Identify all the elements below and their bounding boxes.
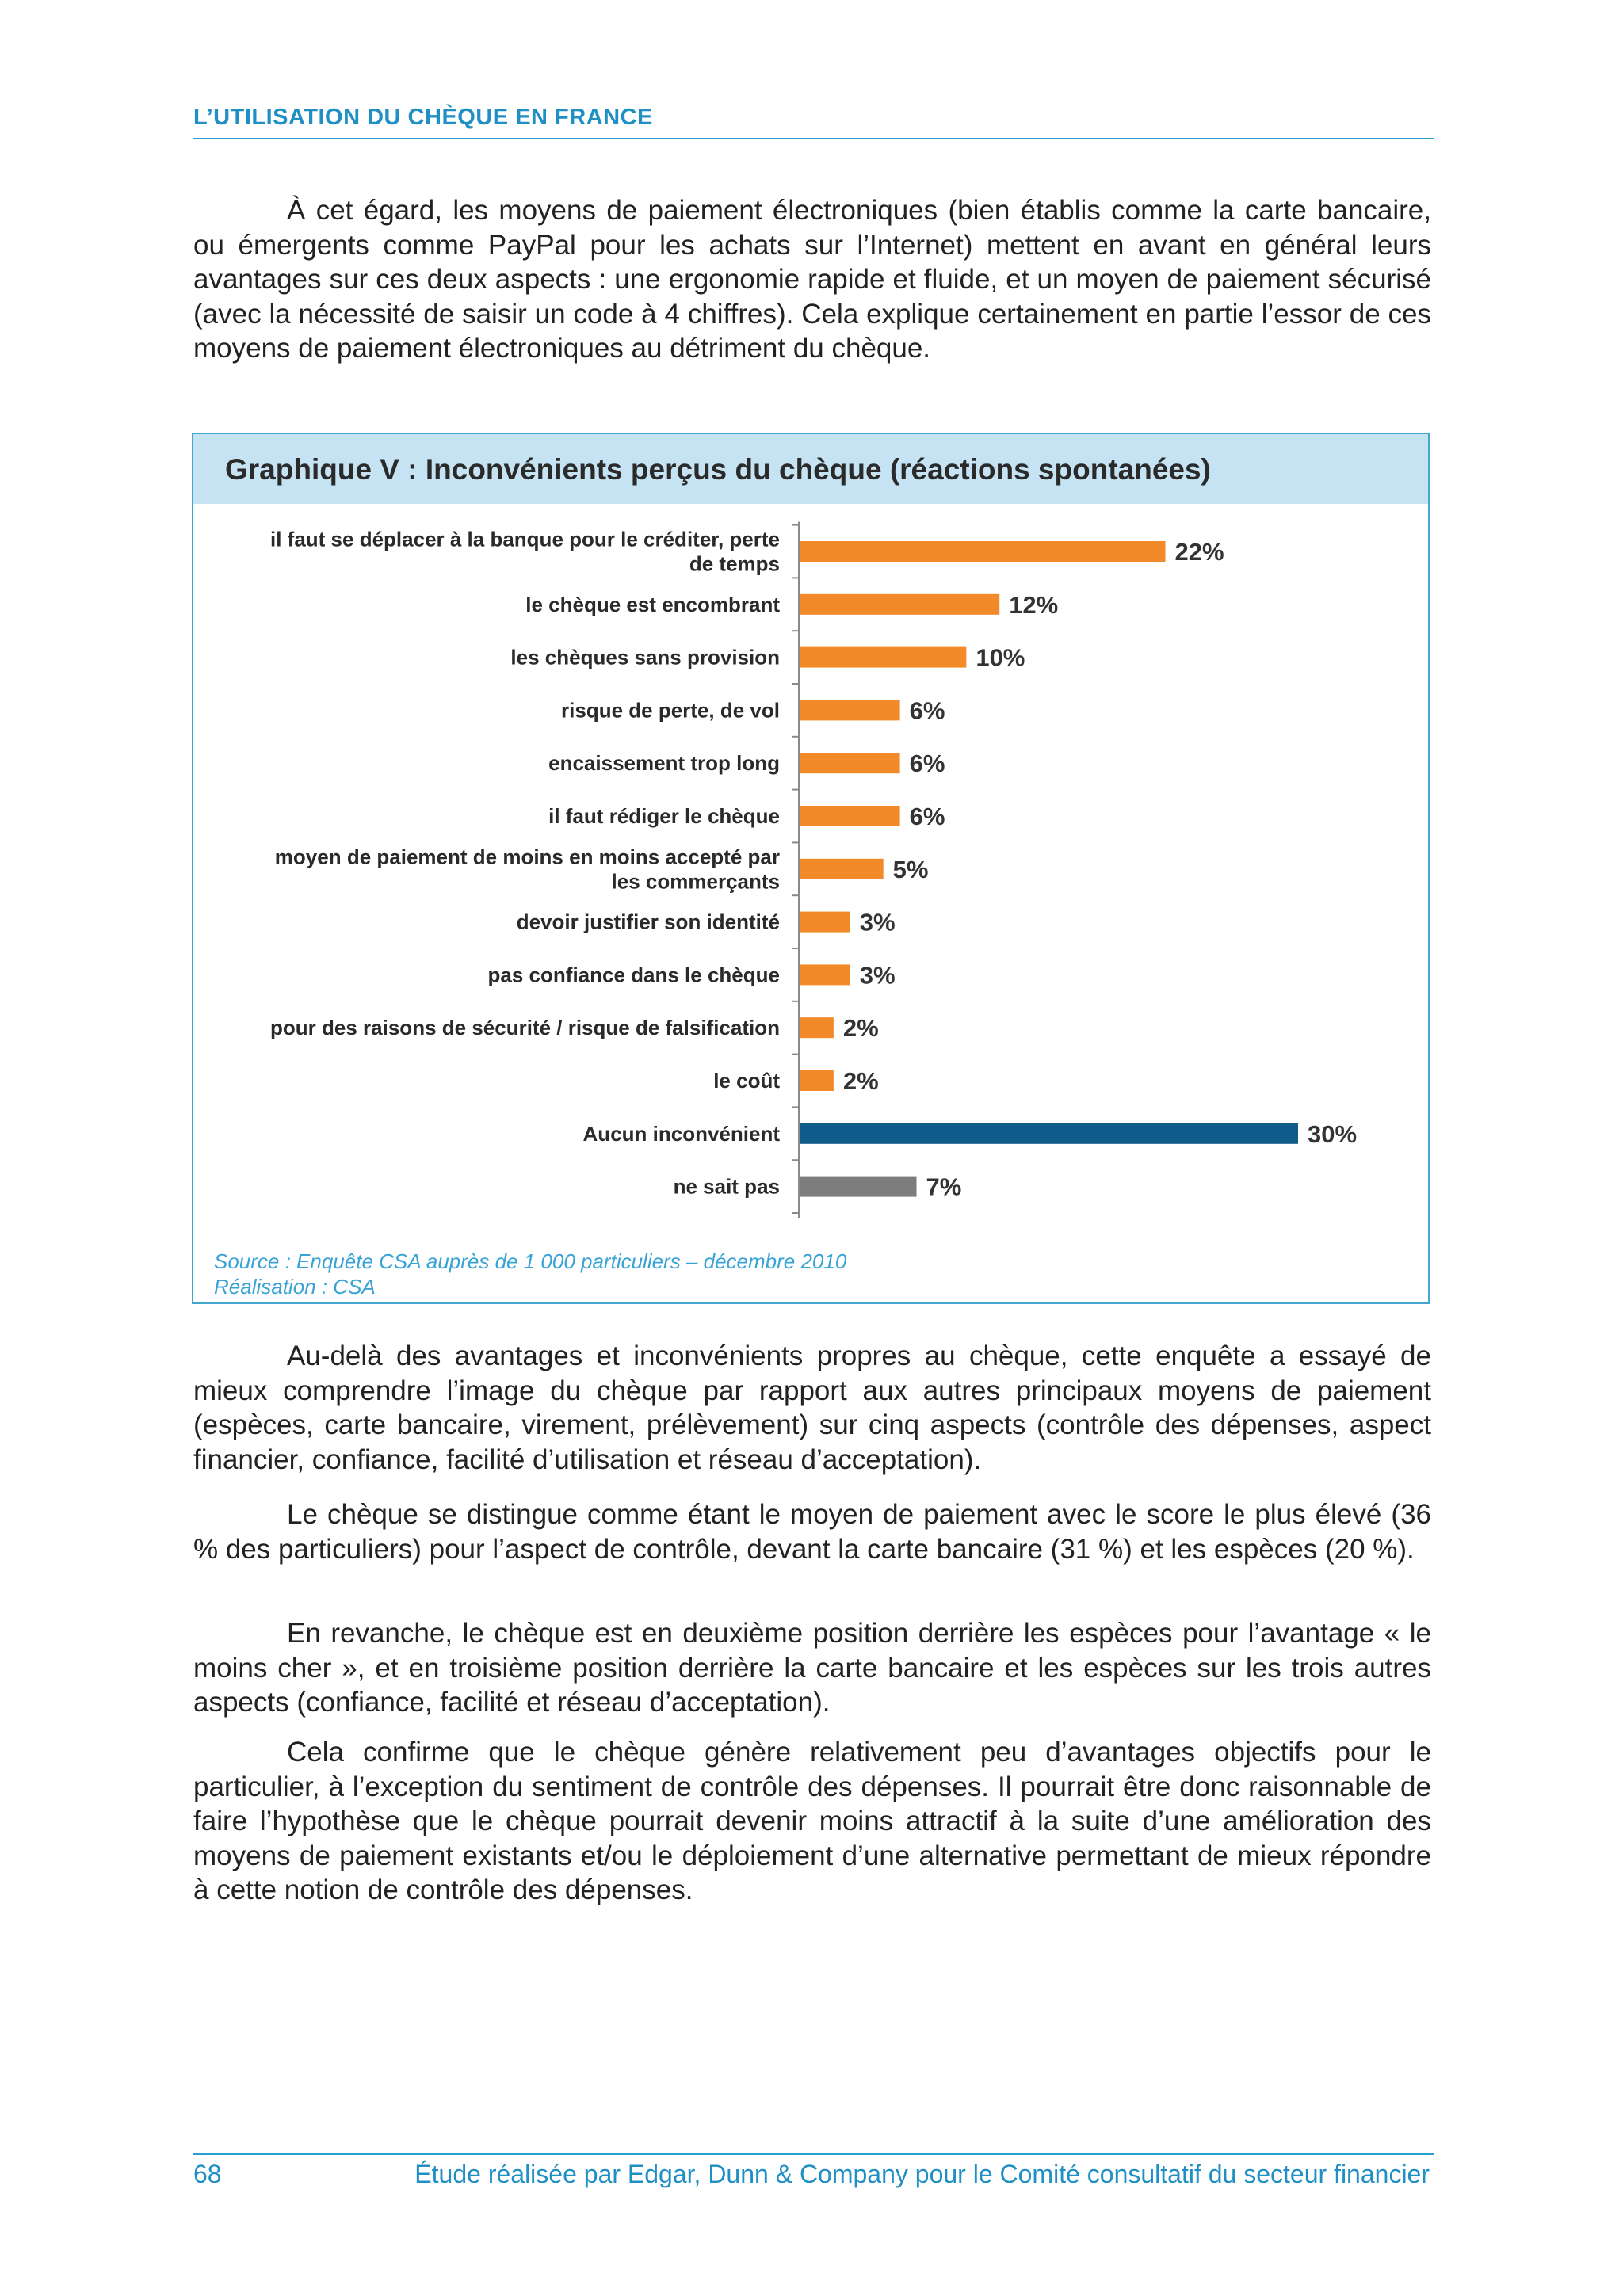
paragraph-2: Au-delà des avantages et inconvénients propres au chèque, cette enquête a essayé de mieux comprendre l’image du chèque par rapport aux autres principaux moyens de paiement (espèces, carte bancaire, virement, prélèvement) sur cinq aspects (contrôle des dépenses, aspect financier, confiance, facilité d’utilisation et réseau d’acceptation).: [193, 1341, 1431, 1475]
bar: [800, 1123, 1298, 1144]
bar: [800, 964, 850, 985]
chart-source: [214, 1249, 846, 1299]
category-label: Aucun inconvénient: [582, 1121, 780, 1146]
category-label: encaissement trop long: [548, 751, 780, 776]
category-label: il faut rédiger le chèque: [548, 804, 780, 828]
paragraph-4: En revanche, le chèque est en deuxième position derrière les espèces pour l’avantage « le moins cher », et en troisième position derrière la carte bancaire et les espèces sur les trois autres aspects (confiance, facilité et réseau d’acceptation).: [193, 1618, 1431, 1718]
footer-credit: Étude réalisée par Edgar, Dunn & Company pour le Comité consultatif du secteur financier: [414, 2160, 1430, 2188]
bar: [800, 700, 900, 720]
category-label: de temps: [689, 551, 780, 576]
bar: [800, 594, 999, 615]
bar: [800, 1177, 917, 1197]
bar: [800, 912, 850, 933]
bar-value-label: 30%: [1308, 1119, 1358, 1148]
bar-chart: [193, 434, 1428, 1302]
bar-value-label: 10%: [976, 643, 1025, 672]
chart-title: Graphique V : Inconvénients perçus du chèque (réactions spontanées): [225, 453, 1211, 486]
bar-value-label: 3%: [859, 908, 896, 936]
bar-value-label: 2%: [842, 1014, 879, 1043]
chart-credit-line: Réalisation : CSA: [214, 1275, 376, 1299]
category-label: les chèques sans provision: [510, 645, 780, 669]
paragraph-5: Cela confirme que le chèque génère relativement peu d’avantages objectifs pour le particulier, à l’exception du sentiment de contrôle des dépenses. Il pourrait être donc raisonnable de faire l’hypothèse que le chèque pourrait devenir moins attractif à la suite d’une amélioration des moyens de paiement existants et/ou le déploiement d’une alternative permettant de mieux répondre à cette notion de contrôle des dépenses.: [193, 1737, 1431, 1905]
category-label: devoir justifier son identité: [516, 910, 780, 934]
category-label: il faut se déplacer à la banque pour le créditer, perte: [270, 527, 780, 551]
bar-value-label: 3%: [859, 961, 896, 990]
category-label: le coût: [713, 1069, 780, 1093]
bar-value-label: 2%: [842, 1067, 879, 1095]
document-section-title: L’UTILISATION DU CHÈQUE EN FRANCE: [193, 105, 653, 130]
bar: [800, 541, 1166, 562]
bar-value-label: 6%: [909, 803, 945, 830]
category-label: pas confiance dans le chèque: [487, 963, 780, 987]
category-label: les commerçants: [611, 869, 780, 894]
paragraph-3: Le chèque se distingue comme étant le moyen de paiement avec le score le plus élevé (36 % des particuliers) pour l’aspect de contrôle, devant la carte bancaire (31 %) et les espèces (20 %).: [193, 1499, 1431, 1565]
bar: [800, 647, 966, 668]
page-number: 68: [193, 2160, 222, 2188]
category-label: ne sait pas: [673, 1174, 780, 1199]
chart-source-line: Source : Enquête CSA auprès de 1 000 particuliers – décembre 2010: [214, 1249, 847, 1273]
category-label: risque de perte, de vol: [561, 698, 780, 723]
page-header: [193, 105, 1434, 139]
bar: [800, 806, 900, 826]
bar-value-label: 22%: [1174, 538, 1224, 566]
bar-value-label: 7%: [926, 1173, 962, 1201]
footer-rule: [193, 2153, 1434, 2155]
bar: [800, 753, 900, 773]
category-label: le chèque est encombrant: [525, 592, 780, 616]
bar-value-label: 6%: [909, 749, 945, 778]
bar: [800, 1070, 834, 1091]
paragraph-1: À cet égard, les moyens de paiement électroniques (bien établis comme la carte bancaire, ou émergents comme PayPal pour les achats sur l’Internet) mettent en avant en général leurs avantages sur ces deux aspects : une ergonomie rapide et fluide, et un moyen de paiement sécurisé (avec la nécessité de saisir un code à 4 chiffres). Cela explique certainement en partie l’essor de ces moyens de paiement électroniques au détriment du chèque.: [193, 195, 1431, 364]
bar: [800, 859, 884, 879]
category-label: pour des raisons de sécurité / risque de falsification: [270, 1016, 780, 1040]
bar-value-label: 12%: [1009, 590, 1059, 619]
bar-value-label: 6%: [909, 696, 945, 725]
bar: [800, 1017, 834, 1038]
chart-figure: [192, 433, 1430, 1304]
category-label: moyen de paiement de moins en moins accepté par: [274, 845, 780, 869]
bar-value-label: 5%: [892, 855, 929, 883]
